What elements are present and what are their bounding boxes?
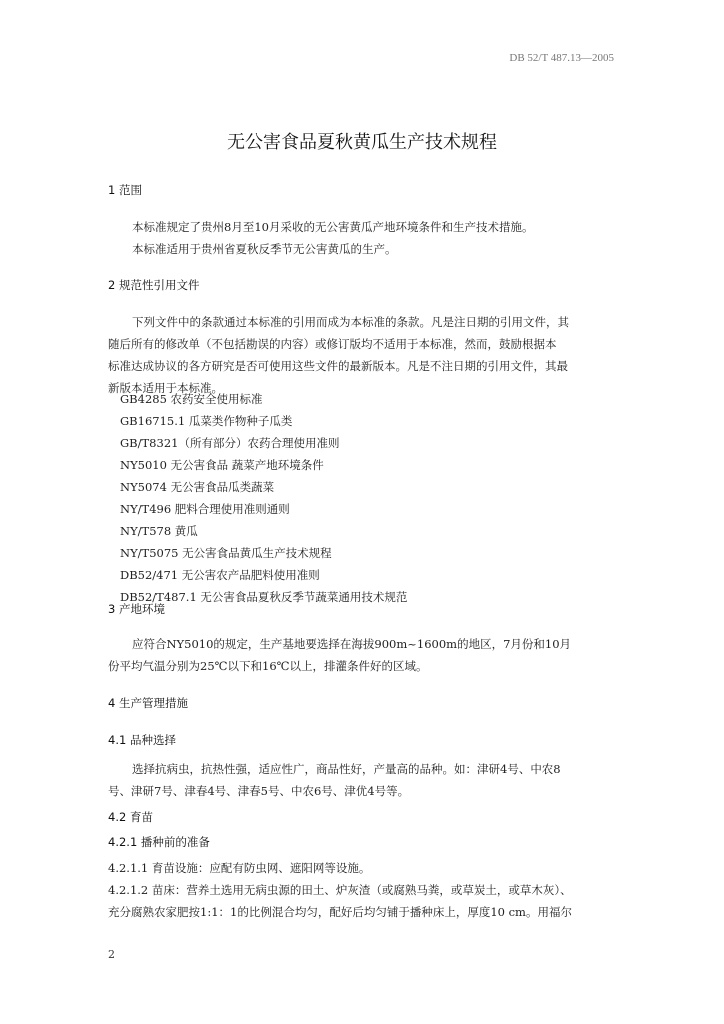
reference-item: GB/T8321（所有部分）农药合理使用准则: [120, 436, 340, 450]
section-heading-environment: 3 产地环境: [108, 602, 165, 616]
paragraph-line: 新版本适用于本标准。: [108, 381, 223, 395]
subsection-heading-variety: 4.1 品种选择: [108, 733, 176, 747]
paragraph-line: 号、津研7号、津春4号、津春5号、中农6号、津优4号等。: [108, 784, 410, 798]
paragraph-line: 份平均气温分别为25℃以下和16℃以上，排灌条件好的区域。: [108, 659, 428, 673]
reference-item: NY5074 无公害食品瓜类蔬菜: [120, 480, 275, 494]
section-heading-management: 4 生产管理措施: [108, 696, 188, 710]
reference-item: DB52/T487.1 无公害食品夏秋反季节蔬菜通用技术规范: [120, 590, 408, 604]
page-number: 2: [108, 948, 115, 961]
reference-list: [120, 388, 407, 608]
section-heading-scope: 1 范围: [108, 183, 142, 197]
paragraph-line: 4.2.1.1 育苗设施：应配有防虫网、遮阳网等设施。: [108, 861, 371, 875]
page-title: 无公害食品夏秋黄瓜生产技术规程: [227, 132, 497, 153]
reference-item: DB52/471 无公害农产品肥料使用准则: [120, 568, 320, 582]
paragraph-line: 随后所有的修改单（不包括勘误的内容）或修订版均不适用于本标准，然而，鼓励根据本: [108, 337, 557, 351]
paragraph-line: 本标准规定了贵州8月至10月采收的无公害黄瓜产地环境条件和生产技术措施。: [132, 220, 534, 234]
subsection-heading-seedling: 4.2 育苗: [108, 810, 153, 824]
section-scope-body: [108, 216, 616, 260]
paragraph-line: 充分腐熟农家肥按1:1：1的比例混合均匀，配好后均匀铺于播种床上，厚度10 cm。用福尔: [108, 905, 572, 919]
paragraph-line: 下列文件中的条款通过本标准的引用而成为本标准的条款。凡是注日期的引用文件，其: [132, 315, 569, 329]
subsection-preparation-body: [108, 857, 616, 923]
subsection-heading-preparation: 4.2.1 播种前的准备: [108, 835, 210, 849]
reference-item: NY/T5075 无公害食品黄瓜生产技术规程: [120, 546, 332, 560]
section-heading-normative-references: 2 规范性引用文件: [108, 278, 200, 292]
document-id: DB 52/T 487.13—2005: [509, 52, 614, 64]
reference-item: NY5010 无公害食品 蔬菜产地环境条件: [120, 458, 324, 472]
reference-item: GB4285 农药安全使用标准: [120, 392, 263, 406]
section-environment-body: [108, 633, 616, 677]
paragraph-line: 选择抗病虫，抗热性强，适应性广，商品性好，产量高的品种。如：津研4号、中农8: [132, 762, 561, 776]
reference-item: NY/T496 肥料合理使用准则通则: [120, 502, 290, 516]
subsection-variety-body: [108, 758, 616, 802]
paragraph-line: 标准达成协议的各方研究是否可使用这些文件的最新版本。凡是不注日期的引用文件，其最: [108, 359, 568, 373]
paragraph-line: 应符合NY5010的规定，生产基地要选择在海拔900m~1600m的地区，7月份和10月: [132, 637, 572, 651]
reference-item: NY/T578 黄瓜: [120, 524, 198, 538]
paragraph-line: 本标准适用于贵州省夏秋反季节无公害黄瓜的生产。: [132, 242, 397, 256]
reference-item: GB16715.1 瓜菜类作物种子瓜类: [120, 414, 293, 428]
section-references-body: [108, 311, 616, 399]
paragraph-line: 4.2.1.2 苗床：营养土选用无病虫源的田土、炉灰渣（或腐熟马粪，或草炭土，或草木灰）、: [108, 883, 572, 897]
